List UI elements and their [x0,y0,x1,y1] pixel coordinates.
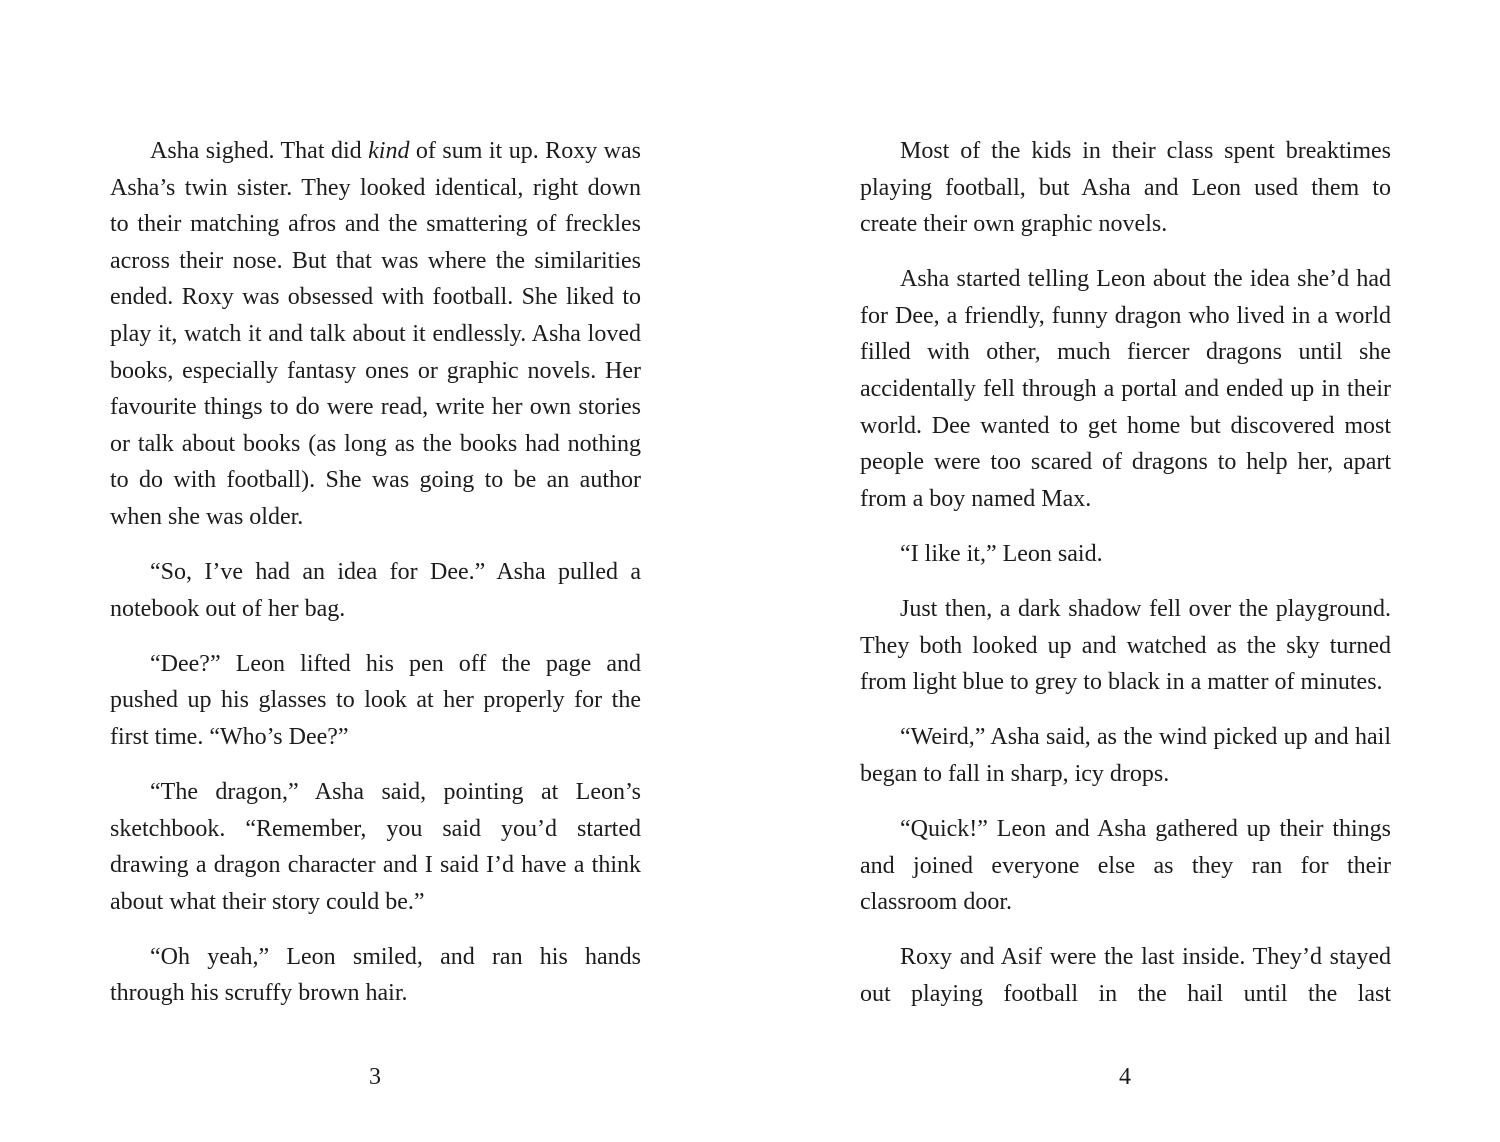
paragraph: “Quick!” Leon and Asha gathered up their things and joined everyone else as they ran for their classroom door. [860,816,1391,916]
paragraph: “So, I’ve had an idea for Dee.” Asha pulled a notebook out of her bag. [110,559,641,622]
paragraph: “Oh yeah,” Leon smiled, and ran his hands through his scruffy brown hair. [110,943,641,1007]
paragraph: Asha started telling Leon about the idea she’d had for Dee, a friendly, funny dragon who lived in a world filled with other, much fiercer dragons until she accidentally fell through a portal and ended up in their world. Dee wanted to get home but discovered most people were too scared of dragons to help her, apart from a boy named Max. [860,266,1391,512]
paragraph-text-start: Asha sighed. That did [150,138,369,164]
paragraph: “The dragon,” Asha said, pointing at Leon’s sketchbook. “Remember, you said you’d started drawing a dragon character and I said I’d have a think about what their story could be.” [110,779,641,915]
paragraph: “I like it,” Leon said. [900,540,1103,567]
page-number: 4 [1119,1064,1131,1090]
paragraph [110,133,641,536]
paragraph: Most of the kids in their class spent breaktimes playing football, but Asha and Leon used them to create their own graphic novels. [860,138,1391,238]
left-page-text [110,133,641,1031]
paragraph: Just then, a dark shadow fell over the playground. They both looked up and watched as the sky turned from light blue to grey to black in a matter of minutes. [860,596,1391,696]
paragraph: “Weird,” Asha said, as the wind picked up and hail began to fall in sharp, icy drops. [860,724,1391,787]
paragraph-text-end: of sum it up. Roxy was Asha’s twin sister. They looked identical, right down to their matching afros and the smattering of freckles across their nose. But that was where the similarities ended. Roxy was obsessed with football. She liked to play it, watch it and talk about it endlessly. Asha loved books, especially fantasy ones or graphic novels. Her favourite things to do were read, write her own stories or talk about books (as long as the books had nothing to do with football). She was going to be an author when she was older. [110,138,641,530]
right-page-text [860,133,1391,1031]
right-page [750,0,1500,1142]
paragraph: “Dee?” Leon lifted his pen off the page and pushed up his glasses to look at her properly for the first time. “Who’s Dee?” [110,650,641,750]
page-number: 3 [369,1064,381,1090]
italic-word: kind [368,138,410,164]
paragraph-continued: Roxy and Asif were the last inside. They’d stayed out playing football in the hail until the last [860,944,1391,1007]
